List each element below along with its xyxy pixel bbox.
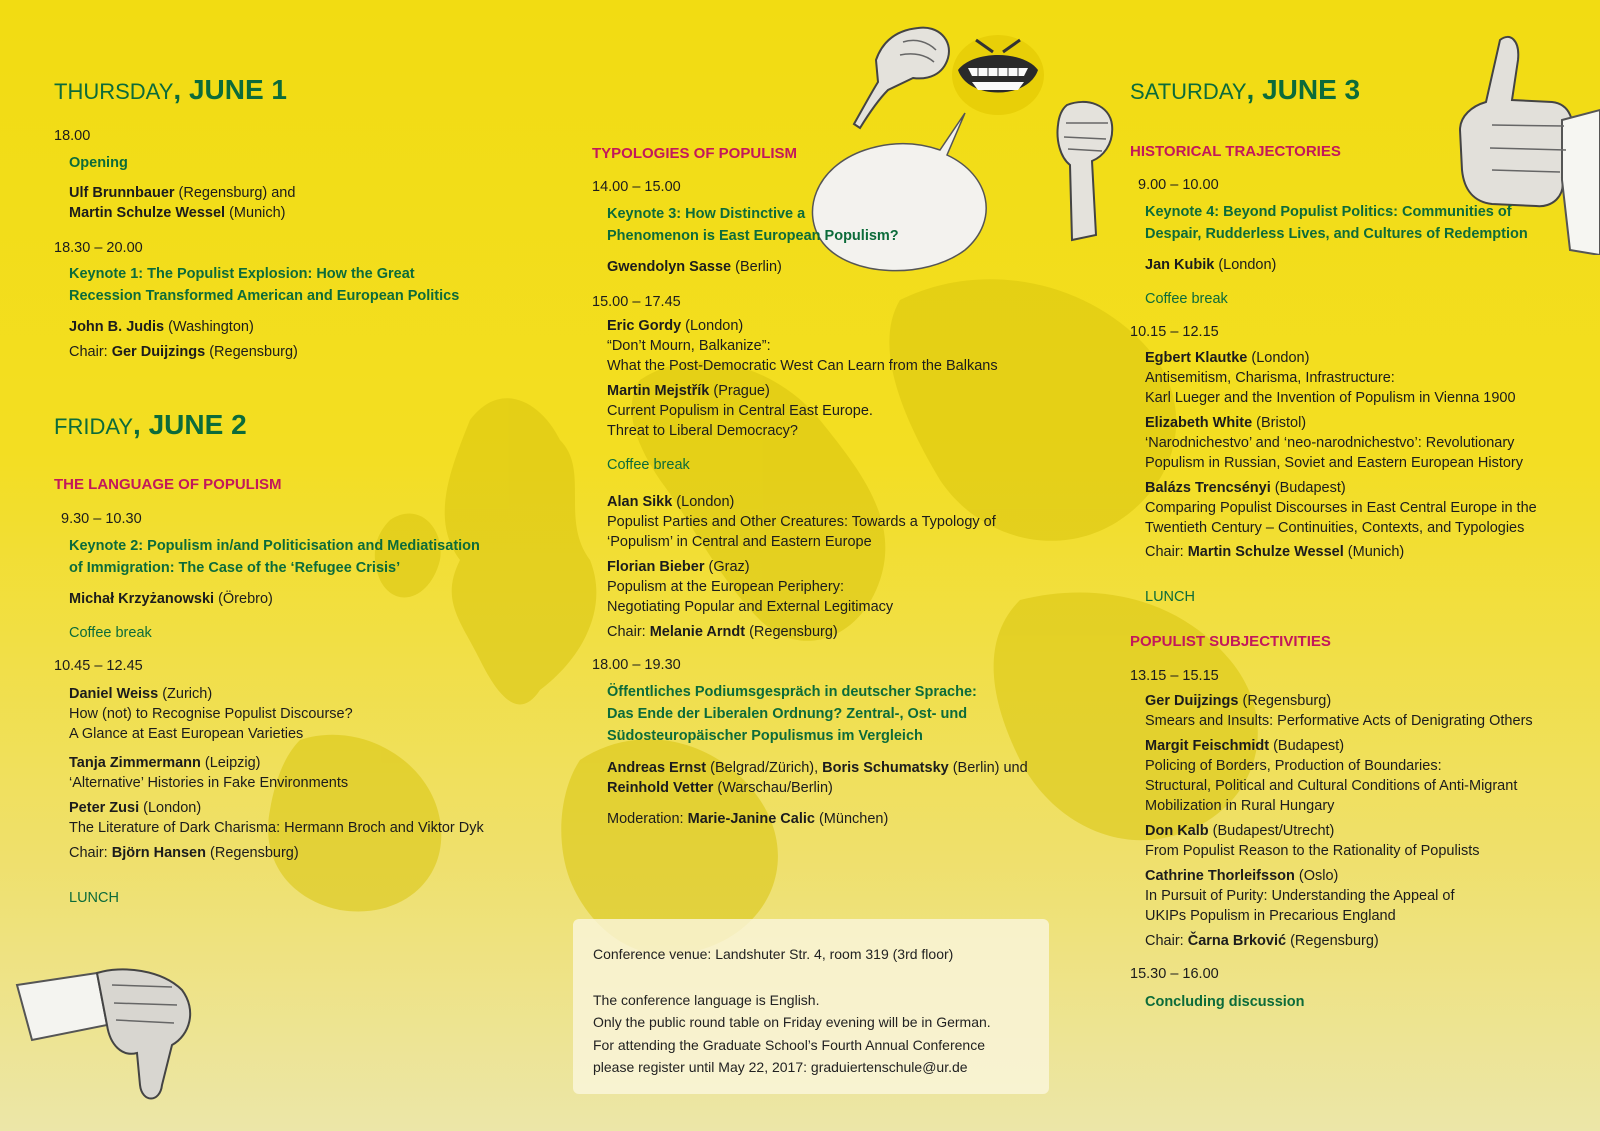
- venue-text: Conference venue: Landshuter Str. 4, room 319 (3rd floor): [593, 946, 954, 962]
- speaker-line: Florian Bieber (Graz): [607, 559, 750, 575]
- keynote-title: Keynote 1: The Populist Explosion: How the Great: [69, 266, 415, 282]
- talk-title: Populism at the European Periphery:: [607, 579, 844, 595]
- speaker-line: Ulf Brunnbauer (Regensburg) and: [69, 185, 296, 201]
- talk-title: Mobilization in Rural Hungary: [1145, 798, 1335, 814]
- moderation-line: Moderation: Marie-Janine Calic (München): [607, 811, 889, 827]
- keynote-title: Recession Transformed American and European Politics: [69, 288, 460, 304]
- speaker-line: Elizabeth White (Bristol): [1145, 415, 1307, 431]
- speaker-line: Balázs Trencsényi (Budapest): [1145, 480, 1346, 496]
- speaker-line: Egbert Klautke (London): [1145, 350, 1310, 366]
- speaker-line: Peter Zusi (London): [69, 800, 202, 816]
- speaker-line: Margit Feischmidt (Budapest): [1145, 738, 1345, 754]
- talk-title: Current Populism in Central East Europe.: [607, 403, 873, 419]
- time-slot: 10.45 – 12.45: [54, 658, 143, 674]
- day-heading-thursday: THURSDAY, JUNE 1: [54, 74, 287, 105]
- time-slot: 10.15 – 12.15: [1130, 324, 1219, 340]
- time-slot: 15.00 – 17.45: [592, 294, 681, 310]
- talk-title: The Literature of Dark Charisma: Hermann Broch and Viktor Dyk: [69, 820, 484, 836]
- keynote-title: Keynote 2: Populism in/and Politicisation and Mediatisation: [69, 538, 480, 554]
- speaker-line: John B. Judis (Washington): [69, 319, 254, 335]
- day-heading-saturday: SATURDAY, JUNE 3: [1130, 74, 1361, 105]
- section-heading: TYPOLOGIES OF POPULISM: [592, 145, 798, 162]
- keynote-title: Keynote 4: Beyond Populist Politics: Communities of: [1145, 204, 1512, 220]
- talk-title: “Don’t Mourn, Balkanize”:: [607, 338, 771, 354]
- talk-title: Populist Parties and Other Creatures: Towards a Typology of: [607, 514, 996, 530]
- keynote-title: Keynote 3: How Distinctive a: [607, 206, 806, 222]
- time-slot: 18.30 – 20.00: [54, 240, 143, 256]
- coffee-break: Coffee break: [1145, 291, 1228, 307]
- talk-title: Threat to Liberal Democracy?: [607, 423, 798, 439]
- talk-title: UKIPs Populism in Precarious England: [1145, 908, 1396, 924]
- chair-line: Chair: Ger Duijzings (Regensburg): [69, 344, 298, 360]
- coffee-break: Coffee break: [69, 625, 152, 641]
- chair-line: Chair: Björn Hansen (Regensburg): [69, 845, 299, 861]
- talk-title: In Pursuit of Purity: Understanding the Appeal of: [1145, 888, 1455, 904]
- talk-title: Negotiating Popular and External Legitimacy: [607, 599, 894, 615]
- chair-line: Chair: Melanie Arndt (Regensburg): [607, 624, 838, 640]
- registration-text: please register until May 22, 2017: graduiertenschule@ur.de: [593, 1059, 968, 1075]
- talk-title: ‘Narodnichestvo’ and ‘neo-narodnichestvo’: Revolutionary: [1145, 435, 1515, 451]
- speech-bubble-icon: [805, 105, 1005, 280]
- registration-text: For attending the Graduate School’s Fourth Annual Conference: [593, 1037, 985, 1053]
- chair-line: Chair: Martin Schulze Wessel (Munich): [1145, 544, 1405, 560]
- talk-title: Twentieth Century – Continuities, Contexts, and Typologies: [1145, 520, 1525, 536]
- speaker-line: Martin Mejstřík (Prague): [607, 383, 770, 399]
- speaker-line: Daniel Weiss (Zurich): [69, 686, 213, 702]
- speaker-line: Cathrine Thorleifsson (Oslo): [1145, 868, 1339, 884]
- speaker-line: Jan Kubik (London): [1145, 257, 1277, 273]
- talk-title: Antisemitism, Charisma, Infrastructure:: [1145, 370, 1395, 386]
- section-heading: THE LANGUAGE OF POPULISM: [54, 476, 282, 493]
- keynote-title: Despair, Rudderless Lives, and Cultures of Redemption: [1145, 226, 1528, 242]
- podium-title: Öffentliches Podiumsgespräch in deutscher Sprache:: [607, 684, 977, 700]
- speaker-line: Martin Schulze Wessel (Munich): [69, 205, 286, 221]
- day-heading-friday: FRIDAY, JUNE 2: [54, 409, 247, 440]
- thumbs-down-hand-icon: [12, 965, 197, 1105]
- speaker-line: Ger Duijzings (Regensburg): [1145, 693, 1332, 709]
- talk-title: How (not) to Recognise Populist Discourse?: [69, 706, 353, 722]
- opening-title: Opening: [69, 155, 128, 171]
- concluding-title: Concluding discussion: [1145, 994, 1305, 1010]
- lunch-break: LUNCH: [1145, 589, 1195, 605]
- time-slot: 14.00 – 15.00: [592, 179, 681, 195]
- time-slot: 18.00: [54, 128, 91, 144]
- talk-title: From Populist Reason to the Rationality of Populists: [1145, 843, 1480, 859]
- conference-info-box: [573, 919, 1049, 1094]
- speaker-line: Alan Sikk (London): [607, 494, 735, 510]
- fist-hand-icon: [1052, 95, 1120, 245]
- speaker-line: Reinhold Vetter (Warschau/Berlin): [607, 780, 833, 796]
- speaker-line: Eric Gordy (London): [607, 318, 744, 334]
- language-text: Only the public round table on Friday evening will be in German.: [593, 1014, 991, 1030]
- talk-title: A Glance at East European Varieties: [69, 726, 304, 742]
- keynote-title: of Immigration: The Case of the ‘Refugee Crisis’: [69, 560, 401, 576]
- speaker-line: Andreas Ernst (Belgrad/Zürich), Boris Schumatsky (Berlin) und: [607, 760, 1028, 776]
- talk-title: Policing of Borders, Production of Boundaries:: [1145, 758, 1442, 774]
- talk-title: Structural, Political and Cultural Conditions of Anti-Migrant: [1145, 778, 1518, 794]
- talk-title: Karl Lueger and the Invention of Populism in Vienna 1900: [1145, 390, 1516, 406]
- talk-title: Comparing Populist Discourses in East Central Europe in the: [1145, 500, 1537, 516]
- talk-title: ‘Populism’ in Central and Eastern Europe: [607, 534, 872, 550]
- time-slot: 9.00 – 10.00: [1138, 177, 1219, 193]
- time-slot: 15.30 – 16.00: [1130, 966, 1219, 982]
- talk-title: ‘Alternative’ Histories in Fake Environments: [69, 775, 349, 791]
- time-slot: 9.30 – 10.30: [61, 511, 142, 527]
- podium-title: Das Ende der Liberalen Ordnung? Zentral-, Ost- und: [607, 706, 968, 722]
- coffee-break: Coffee break: [607, 457, 690, 473]
- keynote-title: Phenomenon is East European Populism?: [607, 228, 899, 244]
- lunch-break: LUNCH: [69, 890, 119, 906]
- speaker-line: Don Kalb (Budapest/Utrecht): [1145, 823, 1335, 839]
- talk-title: Smears and Insults: Performative Acts of Denigrating Others: [1145, 713, 1533, 729]
- podium-title: Südosteuropäischer Populismus im Vergleich: [607, 728, 923, 744]
- speaker-line: Tanja Zimmermann (Leipzig): [69, 755, 261, 771]
- chair-line: Chair: Čarna Brković (Regensburg): [1145, 933, 1379, 949]
- language-text: The conference language is English.: [593, 992, 820, 1008]
- section-heading: HISTORICAL TRAJECTORIES: [1130, 143, 1341, 160]
- talk-title: What the Post-Democratic West Can Learn from the Balkans: [607, 358, 998, 374]
- time-slot: 13.15 – 15.15: [1130, 668, 1219, 684]
- speaker-line: Michał Krzyżanowski (Örebro): [69, 591, 273, 607]
- speaker-line: Gwendolyn Sasse (Berlin): [607, 259, 782, 275]
- section-heading: POPULIST SUBJECTIVITIES: [1130, 633, 1331, 650]
- time-slot: 18.00 – 19.30: [592, 657, 681, 673]
- talk-title: Populism in Russian, Soviet and Eastern European History: [1145, 455, 1523, 471]
